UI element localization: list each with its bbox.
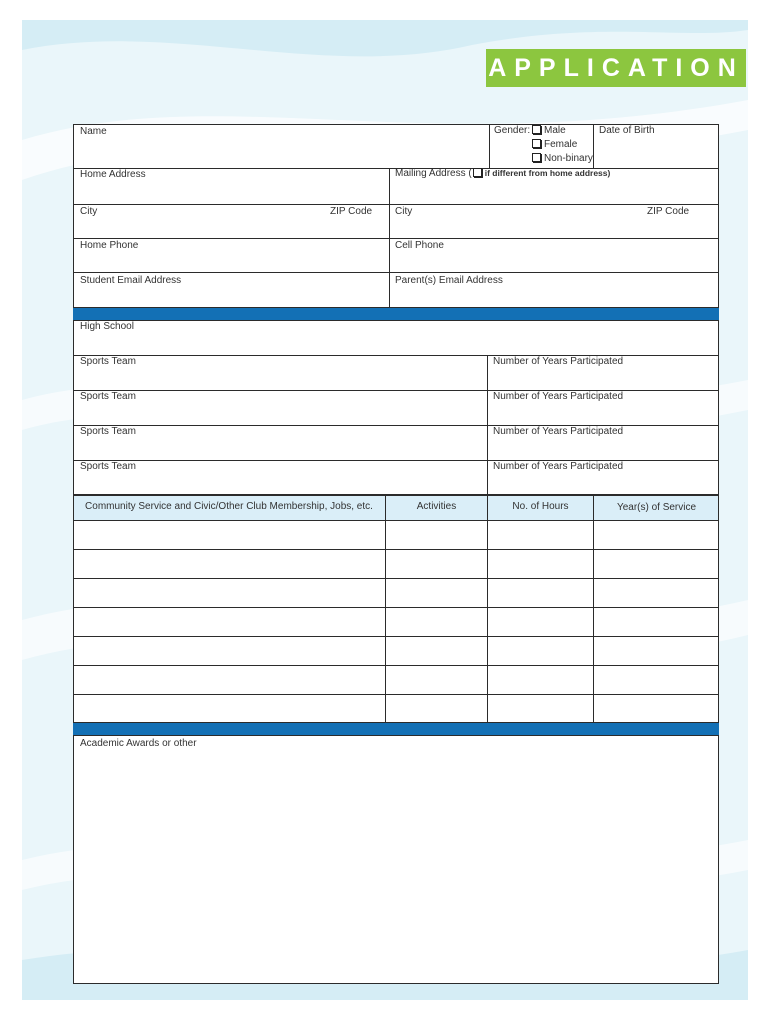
mailing-address-field[interactable]: Mailing Address ( if different from home address) [395, 168, 611, 179]
checkbox-icon [532, 139, 541, 148]
date-of-birth-field[interactable]: Date of Birth [599, 125, 655, 136]
cell-phone-field[interactable]: Cell Phone [395, 240, 444, 251]
column-header-years-service: Year(s) of Service [616, 502, 697, 513]
years-participated-field[interactable]: Number of Years Participated [493, 356, 624, 367]
column-header-hours: No. of Hours [512, 501, 569, 512]
checkbox-icon [532, 153, 541, 162]
student-email-field[interactable]: Student Email Address [80, 275, 182, 286]
mailing-zip-code-field[interactable]: ZIP Code [647, 206, 690, 217]
academic-awards-field[interactable]: Academic Awards or other [80, 738, 197, 749]
sports-team-field[interactable]: Sports Team [80, 356, 136, 367]
section-divider-bar [73, 723, 719, 735]
column-header-community: Community Service and Civic/Other Club Membership, Jobs, etc. [85, 501, 373, 512]
home-address-field[interactable]: Home Address [80, 169, 146, 180]
home-phone-field[interactable]: Home Phone [80, 240, 139, 251]
awards-section[interactable] [73, 735, 719, 984]
column-header-activities: Activities [416, 501, 457, 512]
high-school-field[interactable]: High School [80, 321, 134, 332]
city-field[interactable]: City [80, 206, 98, 217]
zip-code-field[interactable]: ZIP Code [330, 206, 373, 217]
sports-team-field[interactable]: Sports Team [80, 461, 136, 472]
years-participated-field[interactable]: Number of Years Participated [493, 461, 624, 472]
gender-label: Gender: [494, 125, 531, 136]
application-title: APPLICATION [486, 49, 746, 87]
gender-female-checkbox[interactable]: Female [532, 139, 577, 150]
application-form [73, 124, 719, 984]
sports-team-field[interactable]: Sports Team [80, 391, 136, 402]
sports-team-field[interactable]: Sports Team [80, 426, 136, 437]
checkbox-icon[interactable] [473, 168, 482, 177]
years-participated-field[interactable]: Number of Years Participated [493, 391, 624, 402]
checkbox-icon [532, 125, 541, 134]
name-field[interactable]: Name [80, 126, 107, 137]
gender-nonbinary-checkbox[interactable]: Non-binary [532, 153, 593, 164]
mailing-city-field[interactable]: City [395, 206, 413, 217]
table-body[interactable] [73, 521, 719, 723]
parent-email-field[interactable]: Parent(s) Email Address [395, 275, 503, 286]
section-divider-bar [73, 308, 719, 320]
years-participated-field[interactable]: Number of Years Participated [493, 426, 624, 437]
gender-male-checkbox[interactable]: Male [532, 125, 566, 136]
